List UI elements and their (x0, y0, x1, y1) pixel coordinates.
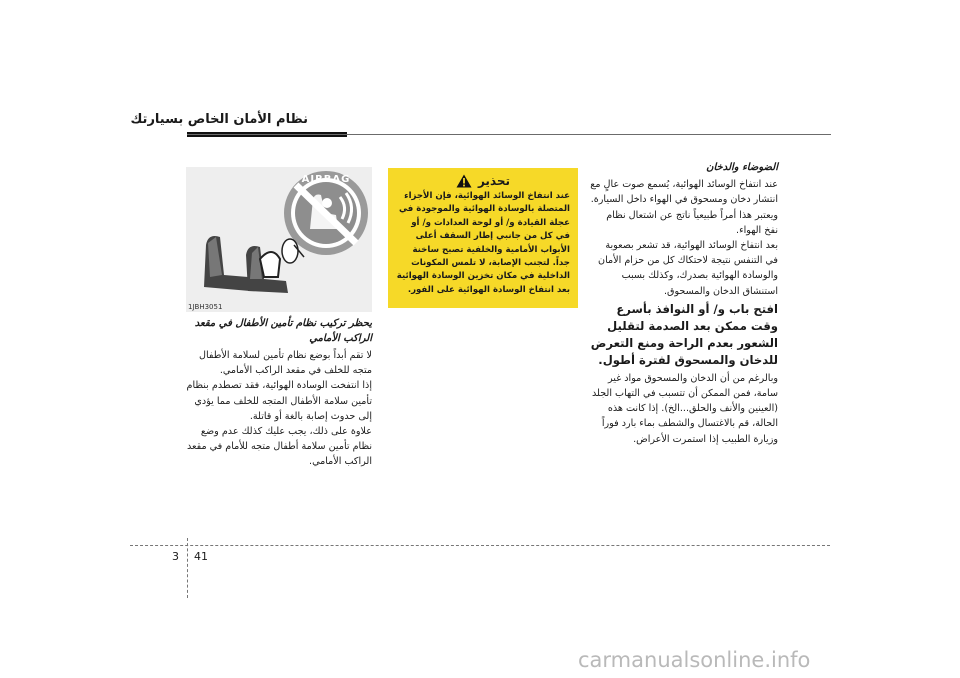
paragraph: إذا انتفخت الوسادة الهوائية، فقد تصطدم بنظام تأمين سلامة الأطفال المتجه للخلف مما يؤدي إلى حدوث إصابة بالغة أو قاتلة. (186, 380, 372, 422)
warning-text: عند انتفاخ الوسائد الهوائية، فإن الأجزاء المتصلة بالوسادة الهوائية والموجودة في عجلة القيادة و/ أو لوحة العدادات و/ أو في كل من جانبي إطار السقف أعلى الأبواب الأمامية والخلفية تصبح ساخنة جداً. لتجنب الإصابة، لا تلمس المكونات الداخلية في مكان تخزين الوسادة الهوائية بعد انتفاخ الوسادة الهوائية على الفور. (396, 191, 570, 295)
right-column (590, 160, 778, 447)
header-rule (187, 134, 831, 135)
warning-triangle-icon (456, 174, 472, 188)
warning-box (388, 168, 578, 308)
paragraph: وبالرغم من أن الدخان والمسحوق مواد غير سامة، فمن الممكن أن تتسبب في التهاب الجلد (العينين والأنف والحلق...الخ). إذا كانت هذه الحالة، قم بالاغتسال والشطف بماء بارد فوراً وزيارة الطبيب إذا استمرت الأعراض. (592, 372, 778, 445)
watermark: carmanualsonline.info (578, 648, 811, 672)
airbag-child-seat-illustration (186, 167, 372, 312)
image-code: 1JBH3051 (188, 303, 223, 311)
warning-title: تحذير (477, 174, 511, 188)
footer-rule (130, 545, 830, 546)
paragraph: بعد انتفاخ الوسائد الهوائية، قد تشعر بصعوبة في التنفس نتيجة لاحتكاك كل من حزام الأمان والوسادة الهوائية بصدرك، وكذلك بسبب استنشاق الدخان والمسحوق. (598, 240, 778, 297)
section-number: 3 (172, 550, 179, 563)
paragraph: عند انتفاخ الوسائد الهوائية، يُسمع صوت عالٍ مع انتشار دخان ومسحوق في الهواء داخل السيارة. ويعتبر هذا أمراً طبيعياً ناتج عن اشتعال نظام نفخ الهواء. (590, 179, 778, 236)
paragraph: علاوة على ذلك، يجب عليك كذلك عدم وضع نظام تأمين سلامة أطفال متجه للأمام في مقعد الراكب الأمامي. (186, 426, 372, 468)
bold-advice: افتح باب و/ أو النوافذ بأسرع وقت ممكن بعد الصدمة لتقليل الشعور بعدم الراحة ومنع التعرض للدخان والمسحوق لفترة أطول. (590, 301, 778, 367)
section-heading-child-seat: يحظر تركيب نظام تأمين الأطفال في مقعد الراكب الأمامي (194, 318, 372, 344)
footer-divider (187, 538, 188, 598)
paragraph: لا تقم أبداً بوضع نظام تأمين لسلامة الأطفال متجه للخلف في مقعد الراكب الأمامي. (199, 350, 372, 377)
page-title: نظام الأمان الخاص بسيارتك (130, 112, 308, 127)
section-heading-noise-smoke: الضوضاء والدخان (706, 162, 778, 173)
airbag-label: AIRBAG (301, 174, 351, 185)
left-column (186, 316, 372, 470)
warning-header (396, 174, 570, 188)
page-number: 41 (194, 550, 208, 563)
no-child-seat-airbag-icon (186, 167, 372, 312)
